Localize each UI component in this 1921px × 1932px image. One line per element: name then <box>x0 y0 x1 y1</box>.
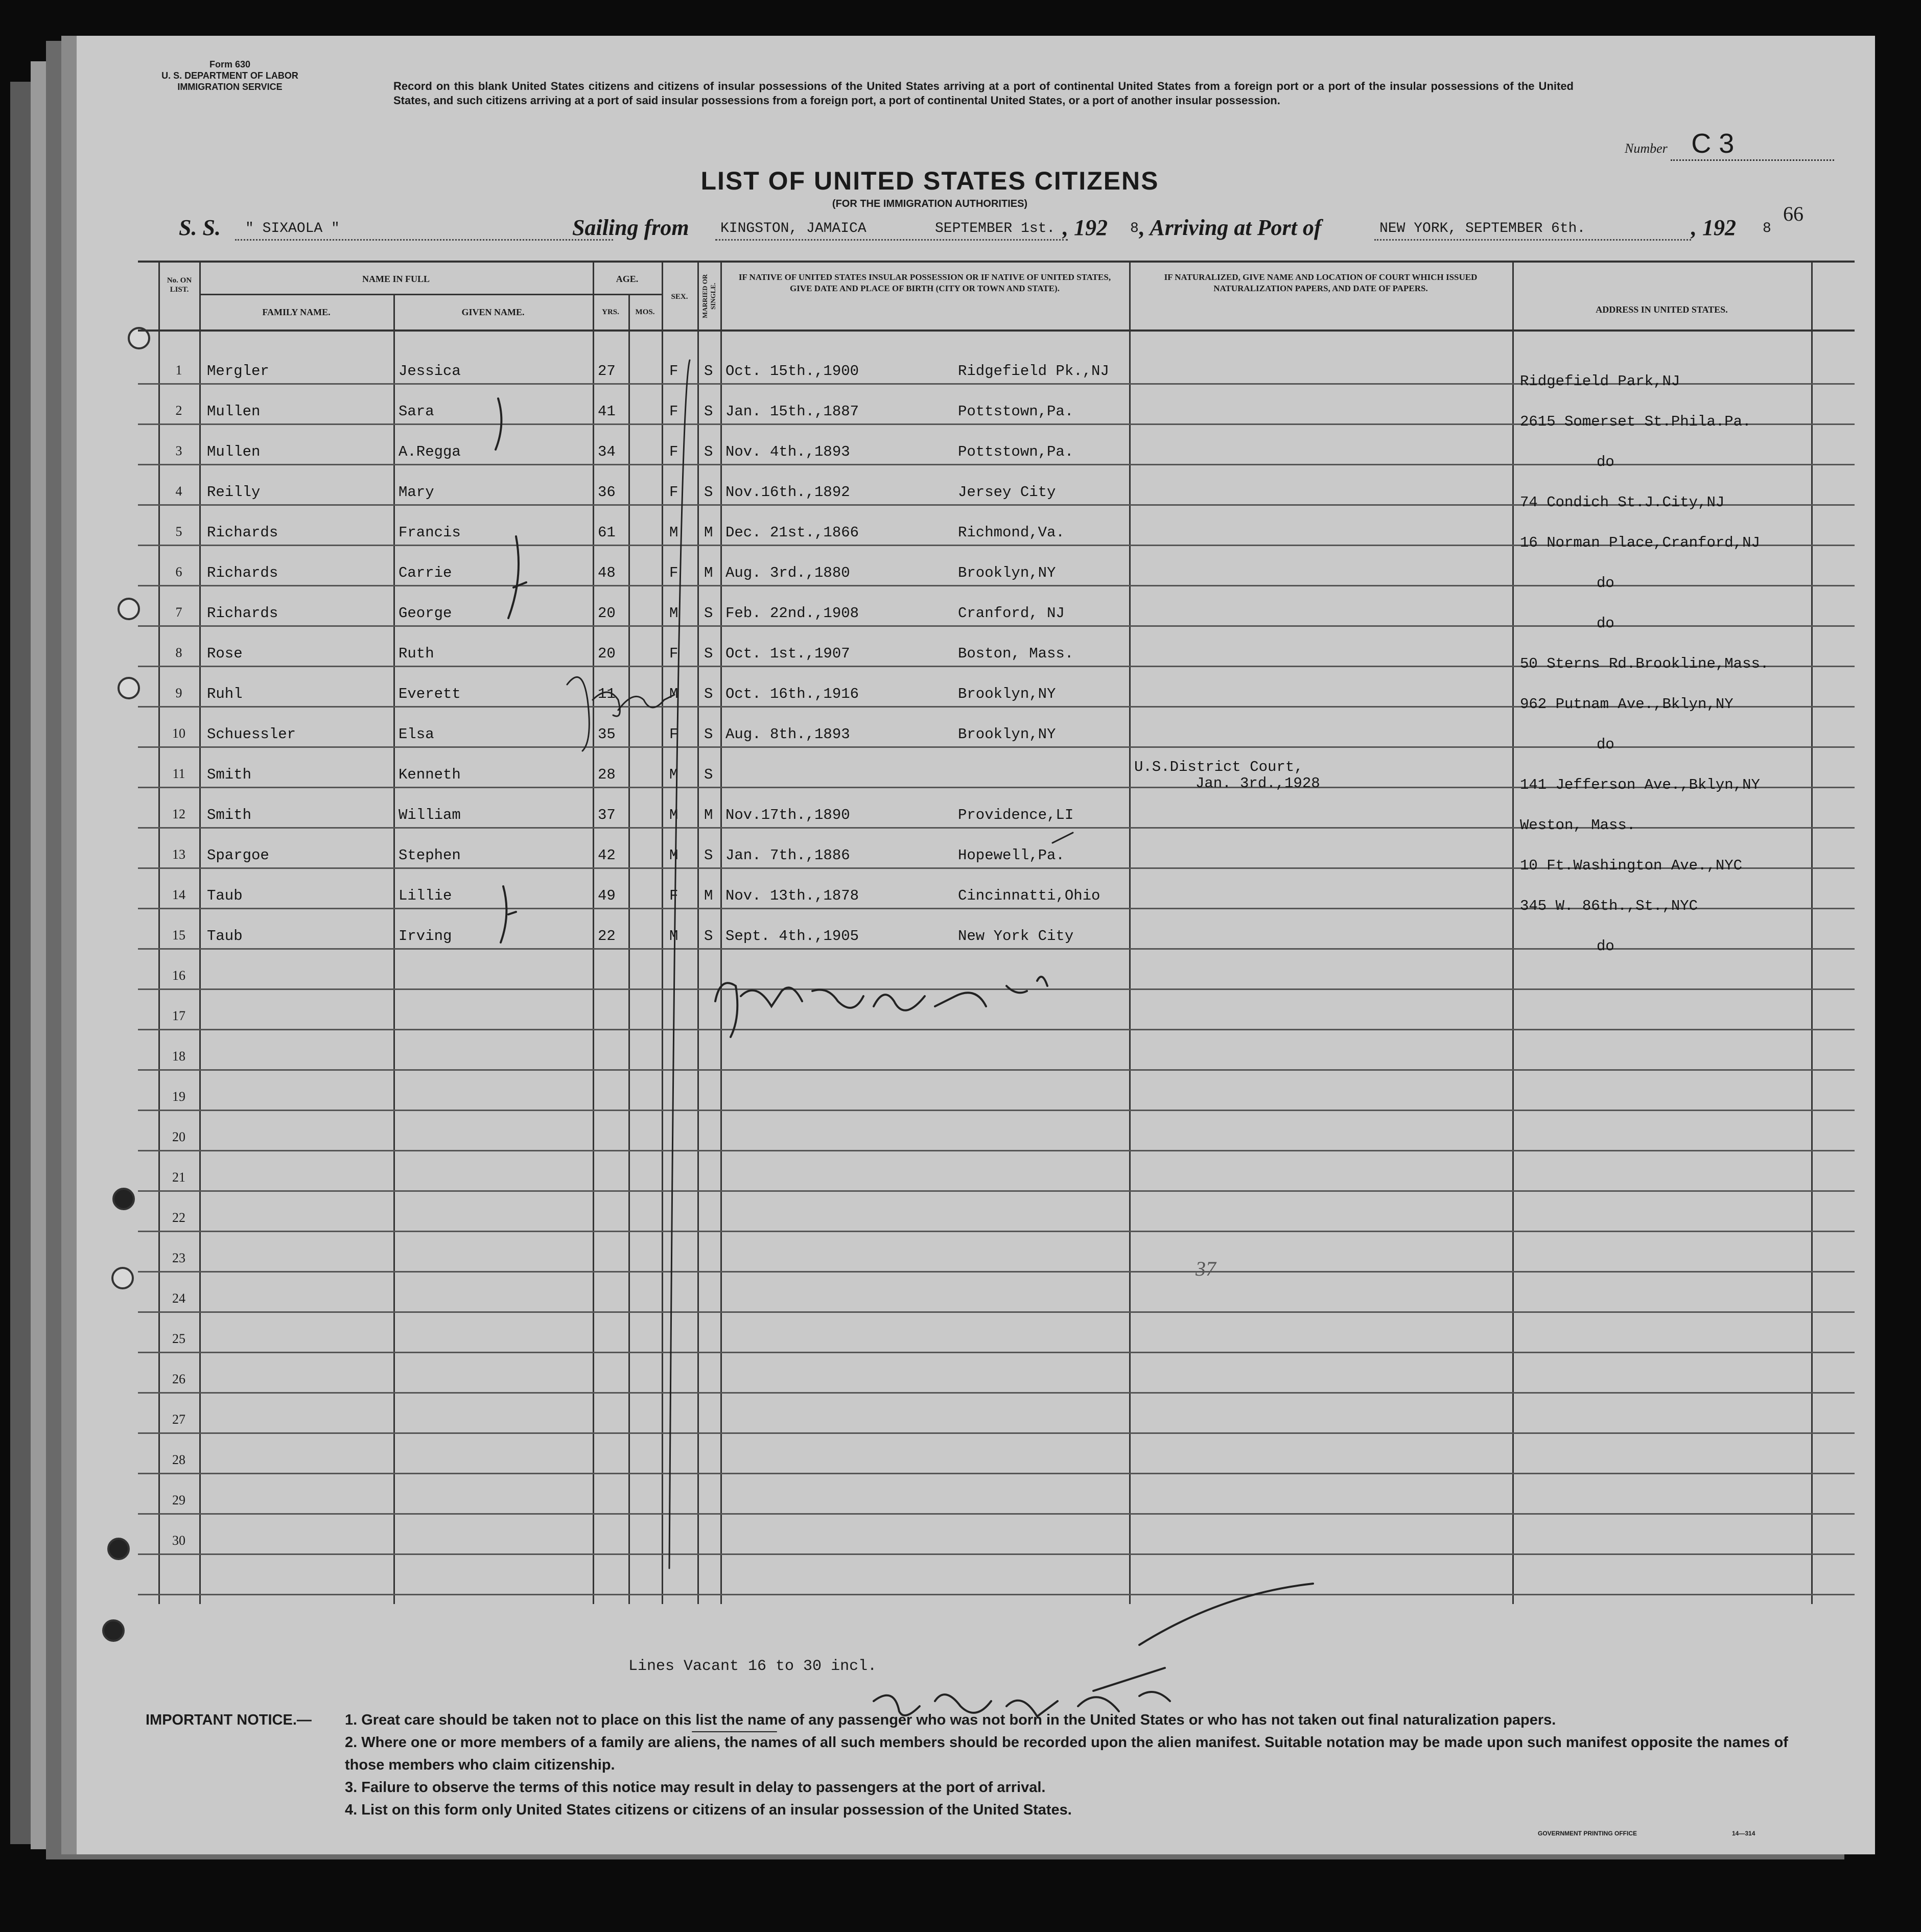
age-years: 11 <box>598 686 616 702</box>
family-bracket <box>508 536 526 618</box>
given-name: Carrie <box>399 564 452 581</box>
row-number: 15 <box>172 928 185 943</box>
handwriting-marks <box>77 36 1875 1854</box>
ss-label: S. S. <box>179 215 221 240</box>
header-name-in-full: NAME IN FULL <box>362 274 430 284</box>
family-name: Spargoe <box>207 847 269 864</box>
sex: F <box>669 564 678 581</box>
handwritten-annotation <box>567 677 674 751</box>
arriving-label: , Arriving at Port of <box>1139 215 1322 240</box>
row-number: 2 <box>175 403 182 418</box>
family-name: Taub <box>207 887 243 904</box>
sex: M <box>669 928 678 945</box>
birth-place: Richmond,Va. <box>958 524 1065 541</box>
given-name: Mary <box>399 484 434 501</box>
family-name: Ruhl <box>207 686 243 702</box>
check-column-line <box>669 360 690 1568</box>
header-sex: SEX. <box>671 293 688 301</box>
empty-row-number: 18 <box>172 1049 185 1064</box>
row-number: 7 <box>175 605 182 620</box>
family-name: Richards <box>207 564 278 581</box>
address: do <box>1597 938 1614 955</box>
birth-place: Brooklyn,NY <box>958 686 1056 702</box>
empty-row-number: 27 <box>172 1412 185 1427</box>
family-name: Schuessler <box>207 726 296 743</box>
year-prefix-1: , 192 <box>1063 215 1108 240</box>
empty-row-number: 30 <box>172 1533 185 1548</box>
birth-place: Brooklyn,NY <box>958 564 1056 581</box>
birth-date: Jan. 7th.,1886 <box>725 847 850 864</box>
marital-status: S <box>704 605 713 622</box>
address: do <box>1597 575 1614 592</box>
family-name: Rose <box>207 645 243 662</box>
birth-place: Hopewell,Pa. <box>958 847 1065 864</box>
address: 16 Norman Place,Cranford,NJ <box>1520 534 1760 551</box>
address: Weston, Mass. <box>1520 817 1636 834</box>
sex: M <box>669 807 678 823</box>
header-naturalized: IF NATURALIZED, GIVE NAME AND LOCATION OF COURT WHICH ISSUED NATURALIZATION PAPERS, AND DATE OF PAPERS. <box>1164 272 1478 293</box>
age-years: 37 <box>598 807 616 823</box>
given-name: Francis <box>399 524 461 541</box>
number-label: Number <box>1625 141 1668 156</box>
record-instructions: Record on this blank United States citizens and citizens of insular possessions of the United States arriving at a port of continental United States from a foreign port or a port of the insular possessions of the United States, and such citizens arriving at a port of said insular possessions from a foreign port, a port of continental United States, or a port of another insular possession. <box>393 80 1574 107</box>
age-years: 48 <box>598 564 616 581</box>
family-name: Mullen <box>207 443 261 460</box>
marital-status: S <box>704 928 713 945</box>
given-name: Jessica <box>399 363 461 380</box>
naturalization-court: U.S.District Court, <box>1134 759 1303 775</box>
row-number: 12 <box>172 807 185 821</box>
address: 2615 Somerset St.Phila.Pa. <box>1520 413 1751 430</box>
sex: M <box>669 847 678 864</box>
family-bracket <box>501 886 516 943</box>
family-name: Reilly <box>207 484 261 501</box>
empty-row-number: 25 <box>172 1331 185 1346</box>
empty-row-number: 19 <box>172 1089 185 1104</box>
birth-place: Jersey City <box>958 484 1056 501</box>
empty-row-number: 16 <box>172 968 185 983</box>
marital-status: S <box>704 847 713 864</box>
sail-date: SEPTEMBER 1st. <box>935 221 1056 237</box>
year-digit-2: 8 <box>1763 221 1771 237</box>
marital-status: M <box>704 524 713 541</box>
birth-place: Pottstown,Pa. <box>958 403 1074 420</box>
birth-date: Dec. 21st.,1866 <box>725 524 859 541</box>
row-number: 3 <box>175 443 182 458</box>
address: 345 W. 86th.,St.,NYC <box>1520 898 1698 914</box>
row-number: 13 <box>172 847 185 862</box>
given-name: Kenneth <box>399 766 461 783</box>
given-name: Stephen <box>399 847 461 864</box>
given-name: Lillie <box>399 887 452 904</box>
header-no: No. ON LIST. <box>167 276 192 294</box>
header-birth: IF NATIVE OF UNITED STATES INSULAR POSSESSION OR IF NATIVE OF UNITED STATES, GIVE DATE AND PLACE OF BIRTH (CITY OR TOWN AND STATE). <box>738 272 1111 293</box>
header-mos: MOS. <box>635 308 655 316</box>
age-years: 20 <box>598 605 616 622</box>
family-name: Richards <box>207 605 278 622</box>
birth-date: Jan. 15th.,1887 <box>725 403 859 420</box>
given-name: Irving <box>399 928 452 945</box>
handwritten-correction <box>1052 833 1073 843</box>
row-number: 10 <box>172 726 185 741</box>
year-digit-1: 8 <box>1130 221 1139 237</box>
birth-date: Nov. 4th.,1893 <box>725 443 850 460</box>
birth-date: Oct. 15th.,1900 <box>725 363 859 380</box>
birth-date: Feb. 22nd.,1908 <box>725 605 859 622</box>
given-name: Ruth <box>399 645 434 662</box>
marital-status: M <box>704 564 713 581</box>
birth-place: Boston, Mass. <box>958 645 1074 662</box>
given-name: A.Regga <box>399 443 461 460</box>
service: IMMIGRATION SERVICE <box>177 82 283 92</box>
birth-place: Ridgefield Pk.,NJ <box>958 363 1109 380</box>
row-number: 5 <box>175 524 182 539</box>
sheet-number: 66 <box>1783 202 1803 225</box>
from-port: KINGSTON, JAMAICA <box>720 221 866 237</box>
birth-place: Cincinnatti,Ohio <box>958 887 1100 904</box>
notice-heading: IMPORTANT NOTICE.— <box>146 1712 312 1728</box>
marital-status: M <box>704 887 713 904</box>
marital-status: S <box>704 645 713 662</box>
arrival-port: NEW YORK, SEPTEMBER 6th. <box>1379 221 1586 237</box>
birth-date: Oct. 16th.,1916 <box>725 686 859 702</box>
birth-date: Nov.16th.,1892 <box>725 484 850 501</box>
birth-date: Aug. 8th.,1893 <box>725 726 850 743</box>
row-number: 6 <box>175 564 182 579</box>
manifest-page <box>77 36 1875 1854</box>
address: 141 Jefferson Ave.,Bklyn,NY <box>1520 776 1760 793</box>
given-name: George <box>399 605 452 622</box>
row-number: 4 <box>175 484 182 499</box>
family-name: Mergler <box>207 363 269 380</box>
empty-row-number: 26 <box>172 1372 185 1386</box>
marital-status: S <box>704 686 713 702</box>
given-name: Elsa <box>399 726 434 743</box>
age-years: 42 <box>598 847 616 864</box>
empty-row-number: 17 <box>172 1008 185 1023</box>
empty-row-number: 21 <box>172 1170 185 1185</box>
given-name: William <box>399 807 461 823</box>
printer-code: 14—314 <box>1732 1830 1755 1837</box>
row-number: 8 <box>175 645 182 660</box>
age-years: 35 <box>598 726 616 743</box>
sex: M <box>669 524 678 541</box>
notice-item: 4. List on this form only United States citizens or citizens of an insular possession of the United States. <box>345 1802 1072 1818</box>
birth-date: Aug. 3rd.,1880 <box>725 564 850 581</box>
age-years: 20 <box>598 645 616 662</box>
row-number: 11 <box>172 766 185 781</box>
number-value: C 3 <box>1671 128 1834 161</box>
age-years: 27 <box>598 363 616 380</box>
family-bracket <box>496 398 501 450</box>
printer-imprint: GOVERNMENT PRINTING OFFICE <box>1538 1830 1637 1837</box>
birth-date: Nov.17th.,1890 <box>725 807 850 823</box>
age-years: 28 <box>598 766 616 783</box>
year-prefix-2: , 192 <box>1691 215 1736 240</box>
sex: F <box>669 726 678 743</box>
age-years: 49 <box>598 887 616 904</box>
notice-item: 1. Great care should be taken not to place on this list the name of any passenger who was not born in the United States or who has not taken out final naturalization papers. <box>345 1712 1556 1728</box>
header-yrs: YRS. <box>602 308 619 316</box>
empty-row-number: 22 <box>172 1210 185 1225</box>
birth-place: Pottstown,Pa. <box>958 443 1074 460</box>
notice-item: 2. Where one or more members of a family are aliens, the names of all such members should be recorded upon the alien manifest. Suitable notation may be made upon such manifest opposite the names of those members who claim citizenship. <box>345 1734 1788 1773</box>
page-title: LIST OF UNITED STATES CITIZENS <box>700 167 1159 195</box>
address: 10 Ft.Washington Ave.,NYC <box>1520 857 1743 874</box>
given-name: Sara <box>399 403 434 420</box>
inspector-signature <box>715 977 1047 1037</box>
marital-status: S <box>704 484 713 501</box>
age-years: 36 <box>598 484 616 501</box>
form-number: Form 630 <box>209 59 251 69</box>
family-name: Smith <box>207 807 252 823</box>
department: U. S. DEPARTMENT OF LABOR <box>161 70 298 81</box>
row-number: 9 <box>175 686 182 700</box>
empty-row-number: 28 <box>172 1452 185 1467</box>
birth-place: Brooklyn,NY <box>958 726 1056 743</box>
marital-status: S <box>704 766 713 783</box>
row-number: 14 <box>172 887 185 902</box>
header-age: AGE. <box>616 274 639 284</box>
address: do <box>1597 454 1614 470</box>
header-given-name: GIVEN NAME. <box>461 307 525 317</box>
header-married-single: MARRIED OR SINGLE. <box>701 274 717 319</box>
notice-item: 3. Failure to observe the terms of this notice may result in delay to passengers at the port of arrival. <box>345 1779 1046 1796</box>
address: Ridgefield Park,NJ <box>1520 373 1680 390</box>
empty-row-number: 23 <box>172 1251 185 1265</box>
sex: F <box>669 403 678 420</box>
age-years: 34 <box>598 443 616 460</box>
marital-status: S <box>704 726 713 743</box>
sex: M <box>669 766 678 783</box>
age-years: 22 <box>598 928 616 945</box>
family-name: Taub <box>207 928 243 945</box>
family-name: Smith <box>207 766 252 783</box>
address: do <box>1597 615 1614 632</box>
marital-status: M <box>704 807 713 823</box>
sex: F <box>669 887 678 904</box>
marital-status: S <box>704 443 713 460</box>
given-name: Everett <box>399 686 461 702</box>
sex: F <box>669 363 678 380</box>
empty-row-number: 20 <box>172 1129 185 1144</box>
age-years: 61 <box>598 524 616 541</box>
birth-date: Oct. 1st.,1907 <box>725 645 850 662</box>
sailing-label: Sailing from <box>572 215 689 240</box>
row-number: 1 <box>175 363 182 378</box>
sex: M <box>669 686 678 702</box>
marital-status: S <box>704 363 713 380</box>
header-address: ADDRESS IN UNITED STATES. <box>1596 304 1728 315</box>
sex: M <box>669 605 678 622</box>
empty-row-number: 29 <box>172 1493 185 1507</box>
naturalization-court: Jan. 3rd.,1928 <box>1196 775 1320 792</box>
header-family-name: FAMILY NAME. <box>262 307 331 317</box>
sex: F <box>669 645 678 662</box>
sex: F <box>669 484 678 501</box>
birth-date: Sept. 4th.,1905 <box>725 928 859 945</box>
family-name: Richards <box>207 524 278 541</box>
marital-status: S <box>704 403 713 420</box>
handwritten-number: 37 <box>1196 1257 1216 1280</box>
age-years: 41 <box>598 403 616 420</box>
address: 74 Condich St.J.City,NJ <box>1520 494 1725 511</box>
address: 962 Putnam Ave.,Bklyn,NY <box>1520 696 1733 713</box>
empty-row-number: 24 <box>172 1291 185 1306</box>
birth-place: Providence,LI <box>958 807 1074 823</box>
birth-place: New York City <box>958 928 1074 945</box>
address: 50 Sterns Rd.Brookline,Mass. <box>1520 655 1769 672</box>
ship-name: " SIXAOLA " <box>245 221 340 237</box>
sign-off-stroke <box>1093 1584 1313 1691</box>
birth-date: Nov. 13th.,1878 <box>725 887 859 904</box>
page-subtitle: (FOR THE IMMIGRATION AUTHORITIES) <box>832 198 1028 209</box>
vacant-lines-note: Lines Vacant 16 to 30 incl. <box>628 1658 877 1675</box>
address: do <box>1597 736 1614 753</box>
birth-place: Cranford, NJ <box>958 605 1065 622</box>
family-name: Mullen <box>207 403 261 420</box>
sex: F <box>669 443 678 460</box>
